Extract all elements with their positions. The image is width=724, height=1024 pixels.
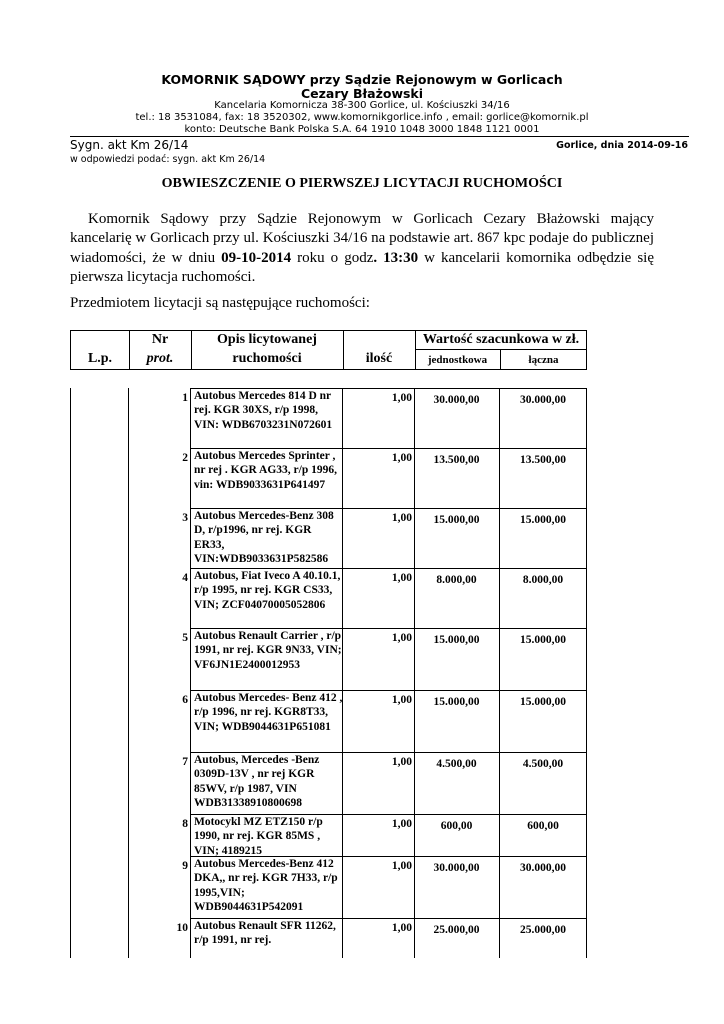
item-description: Autobus, Mercedes -Benz 0309D-13V , nr rej KGR 85WV, r/p 1987, VIN WDB31338910800698 bbox=[194, 754, 320, 809]
table-row bbox=[70, 508, 587, 568]
contact-line: tel.: 18 3531084, fax: 18 3520302, www.komornikgorlice.info , email: gorlice@komornik.pl bbox=[135, 112, 589, 123]
row-number: 10 bbox=[176, 922, 188, 934]
item-quantity: 1,00 bbox=[391, 512, 412, 524]
case-signature: Sygn. akt Km 26/14 bbox=[70, 138, 189, 152]
total-value: 15.000,00 bbox=[520, 634, 566, 646]
paragraph-text-1: Komornik Sądowy przy Sądzie Rejonowym w Gorlicach Cezary Błażowski mający kancelarię w Gorlicach przy ul. Kościuszki 34/16 na podstawie art. 867 kpc podaje do publicznej wiadomości, że w dniu bbox=[70, 211, 654, 266]
table-row bbox=[70, 918, 587, 958]
header-lp: L.p. bbox=[87, 351, 113, 366]
unit-value: 15.000,00 bbox=[433, 634, 480, 646]
table-row bbox=[70, 856, 587, 918]
total-value: 15.000,00 bbox=[520, 696, 566, 708]
header-wartosc: Wartość szacunkowa w zł. bbox=[422, 332, 580, 347]
table-header bbox=[70, 330, 587, 370]
total-value: 8.000,00 bbox=[522, 574, 564, 586]
item-quantity: 1,00 bbox=[391, 818, 412, 830]
header-prot: prot. bbox=[146, 351, 174, 366]
header-jednostkowa: jednostkowa bbox=[427, 354, 488, 366]
row-number: 9 bbox=[182, 860, 188, 872]
unit-value: 4.500,00 bbox=[436, 758, 477, 770]
item-quantity: 1,00 bbox=[391, 756, 412, 768]
item-description: Autobus Mercedes 814 D nr rej. KGR 30XS, r/p 1998, VIN: WDB6703231N072601 bbox=[194, 390, 333, 431]
unit-value: 8.000,00 bbox=[436, 574, 477, 586]
table-row bbox=[70, 568, 587, 628]
table-row bbox=[70, 814, 587, 856]
office-address: Kancelaria Komornicza 38-300 Gorlice, ul. Kościuszki 34/16 bbox=[214, 100, 510, 111]
total-value: 4.500,00 bbox=[522, 758, 564, 770]
table-row bbox=[70, 448, 587, 508]
unit-value: 600,00 bbox=[440, 820, 473, 832]
total-value: 13.500,00 bbox=[520, 454, 566, 466]
row-number: 1 bbox=[182, 392, 188, 404]
row-number: 2 bbox=[182, 452, 188, 464]
notice-title: OBWIESZCZENIE O PIERWSZEJ LICYTACJI RUCHOMOŚCI bbox=[161, 176, 563, 191]
notice-paragraph bbox=[70, 210, 654, 287]
total-value: 30.000,00 bbox=[520, 394, 566, 406]
subject-line: Przedmiotem licytacji są następujące ruchomości: bbox=[70, 295, 370, 311]
item-quantity: 1,00 bbox=[391, 452, 412, 464]
total-value: 25.000,00 bbox=[520, 924, 566, 936]
header-opis: Opis licytowanej bbox=[217, 332, 317, 347]
item-quantity: 1,00 bbox=[391, 922, 412, 934]
item-description: Autobus Mercedes-Benz 412 DKA,, nr rej. KGR 7H33, r/p 1995,VIN; WDB9044631P542091 bbox=[194, 858, 338, 913]
table-row bbox=[70, 388, 587, 448]
auction-date: 09-10-2014 bbox=[221, 249, 292, 266]
row-number: 3 bbox=[182, 512, 188, 524]
document-date: Gorlice, dnia 2014-09-16 bbox=[556, 140, 688, 151]
header-laczna: łączna bbox=[528, 354, 559, 366]
item-quantity: 1,00 bbox=[391, 632, 412, 644]
row-number: 6 bbox=[182, 694, 188, 706]
bailiff-name: Cezary Błażowski bbox=[300, 86, 424, 101]
unit-value: 30.000,00 bbox=[433, 394, 480, 406]
total-value: 600,00 bbox=[527, 820, 559, 832]
reply-reference: w odpowiedzi podać: sygn. akt Km 26/14 bbox=[70, 154, 266, 165]
unit-value: 15.000,00 bbox=[433, 696, 480, 708]
item-quantity: 1,00 bbox=[391, 694, 412, 706]
item-description: Motocykl MZ ETZ150 r/p 1990, nr rej. KGR 85MS , VIN; 4189215 bbox=[194, 816, 323, 857]
unit-value: 13.500,00 bbox=[433, 454, 480, 466]
item-description: Autobus Renault Carrier , r/p 1991, nr rej. KGR 9N33, VIN; VF6JN1E2400012953 bbox=[194, 630, 342, 671]
bailiff-title: KOMORNIK SĄDOWY przy Sądzie Rejonowym w Gorlicach bbox=[161, 72, 563, 87]
item-description: Autobus Renault SFR 11262, r/p 1991, nr rej. bbox=[194, 920, 336, 947]
unit-value: 25.000,00 bbox=[433, 924, 480, 936]
row-number: 5 bbox=[182, 632, 188, 644]
total-value: 30.000,00 bbox=[520, 862, 566, 874]
header-nr: Nr bbox=[151, 332, 169, 347]
paragraph-text-2: roku o godz bbox=[291, 249, 374, 266]
item-description: Autobus Mercedes Sprinter , nr rej . KGR AG33, r/p 1996, vin: WDB9033631P641497 bbox=[194, 450, 338, 491]
table-row bbox=[70, 628, 587, 690]
header-ilosc: ilość bbox=[365, 351, 393, 366]
paragraph-text-3: w kancelarii komornika odbędzie się pierwsza licytacja ruchomości. bbox=[70, 249, 654, 285]
unit-value: 15.000,00 bbox=[433, 514, 480, 526]
bank-account: konto: Deutsche Bank Polska S.A. 64 1910 1048 3000 1848 1121 0001 bbox=[184, 124, 540, 135]
header-ruchomosci: ruchomości bbox=[232, 351, 302, 366]
unit-value: 30.000,00 bbox=[433, 862, 480, 874]
table-row bbox=[70, 752, 587, 814]
total-value: 15.000,00 bbox=[520, 514, 566, 526]
row-number: 7 bbox=[182, 756, 188, 768]
row-number: 8 bbox=[182, 818, 188, 830]
items-table bbox=[70, 388, 587, 958]
auction-time: . 13:30 bbox=[373, 249, 419, 266]
item-description: Autobus Mercedes-Benz 308 D, r/p1996, nr rej. KGR ER33, VIN:WDB9033631P582586 bbox=[194, 510, 334, 565]
item-quantity: 1,00 bbox=[391, 860, 412, 872]
row-number: 4 bbox=[182, 572, 188, 584]
item-quantity: 1,00 bbox=[391, 392, 412, 404]
item-quantity: 1,00 bbox=[391, 572, 412, 584]
header-divider bbox=[70, 136, 689, 137]
item-description: Autobus, Fiat Iveco A 40.10.1, r/p 1995, nr rej. KGR CS33, VIN; ZCF04070005052806 bbox=[194, 570, 341, 611]
table-row bbox=[70, 690, 587, 752]
item-description: Autobus Mercedes- Benz 412 , r/p 1996, nr rej. KGR8T33, VIN; WDB9044631P651081 bbox=[194, 692, 343, 733]
